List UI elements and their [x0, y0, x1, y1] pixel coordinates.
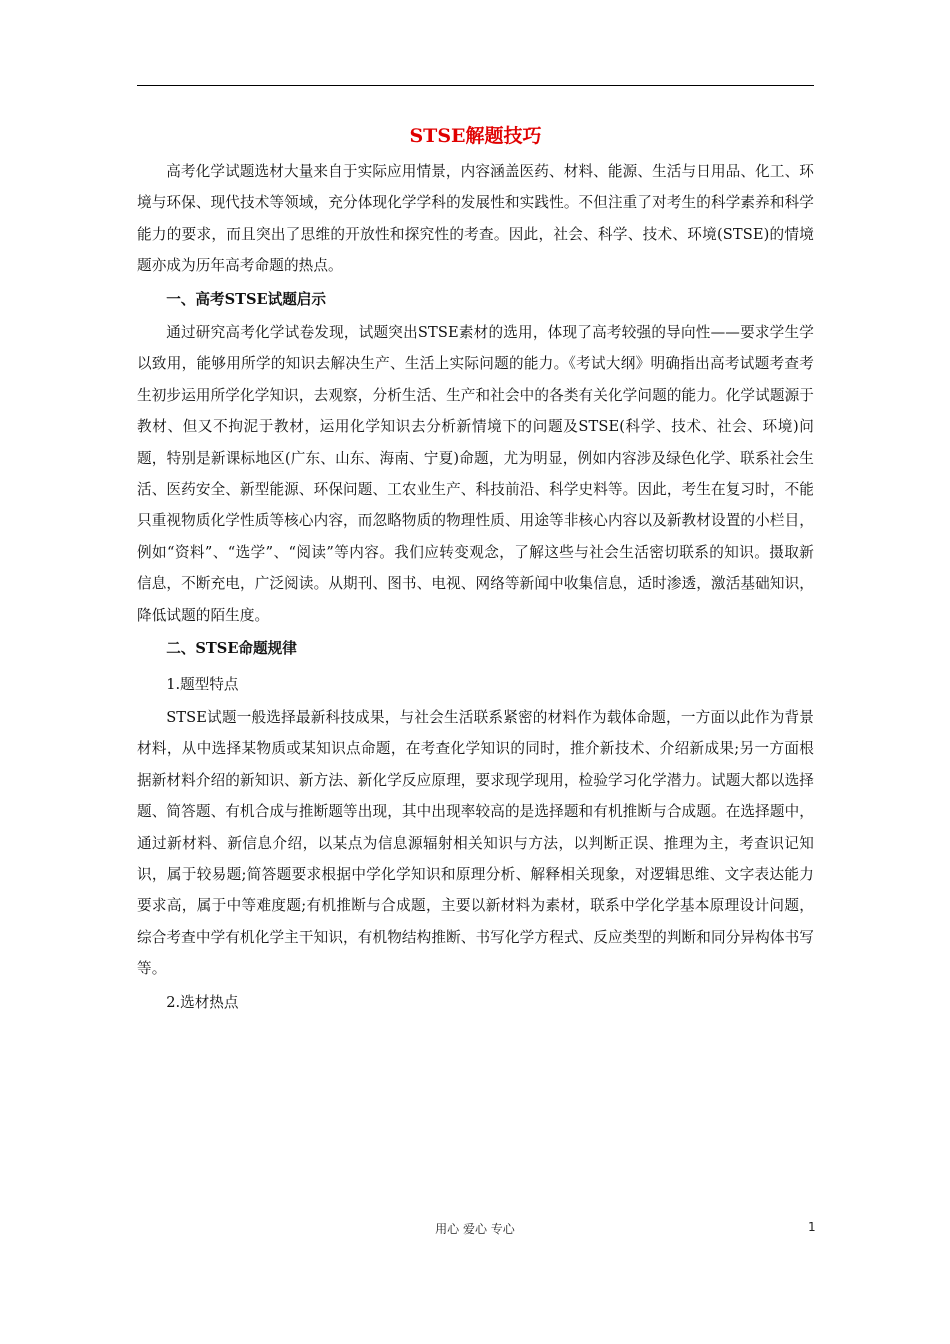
- subheading-question-types: 1.题型特点: [166, 675, 239, 693]
- section1-paragraph: 通过研究高考化学试卷发现，试题突出STSE素材的选用，体现了高考较强的导向性——要求学生学以致用，能够用所学的知识去解决生产、生活上实际问题的能力。《考试大纲》明确指出高考试题考查考生初步运用所学化学知识，去观察，分析生活、生产和社会中的各类有关化学问题的能力。化学试题源于教材、但又不拘泥于教材，运用化学知识去分析新情境下的问题及STSE(科学、技术、社会、环境)问题，特别是新课标地区(广东、山东、海南、宁夏)命题，尤为明显，例如内容涉及绿色化学、联系社会生活、医药安全、新型能源、环保问题、工农业生产、科技前沿、科学史料等。因此，考生在复习时，不能只重视物质化学性质等核心内容，而忽略物质的物理性质、用途等非核心内容以及新教材设置的小栏目，例如“资料”、“选学”、“阅读”等内容。我们应转变观念，了解这些与社会生活密切联系的知识。摄取新信息，不断充电，广泛阅读。从期刊、图书、电视、网络等新闻中收集信息，适时渗透，激活基础知识，降低试题的陌生度。: [137, 324, 814, 624]
- section2-paragraph: STSE试题一般选择最新科技成果，与社会生活联系紧密的材料作为载体命题，一方面以此作为背景材料，从中选择某物质或某知识点命题，在考查化学知识的同时，推介新技术、介绍新成果;另一方面根据新材料介绍的新知识、新方法、新化学反应原理，要求现学现用，检验学习化学潜力。试题大都以选择题、简答题、有机合成与推断题等出现，其中出现率较高的是选择题和有机推断与合成题。在选择题中，通过新材料、新信息介绍，以某点为信息源辐射相关知识与方法，以判断正误、推理为主，考查识记知识，属于较易题;简答题要求根据中学化学知识和原理分析、解释相关现象，对逻辑思维、文字表达能力要求高，属于中等难度题;有机推断与合成题，主要以新材料为素材，联系中学化学基本原理设计问题，综合考查中学有机化学主干知识，有机物结构推断、书写化学方程式、反应类型的判断和同分异构体书写等。: [137, 708, 814, 978]
- header-rule: [137, 85, 814, 86]
- footer-motto: 用心 爱心 专心: [435, 1222, 515, 1236]
- section-heading-2: 二、STSE命题规律: [166, 640, 297, 658]
- document-title: STSE解题技巧: [409, 125, 542, 147]
- document-body: [137, 116, 814, 1020]
- page-number: 1: [808, 1220, 816, 1234]
- section-heading-1: 一、高考STSE试题启示: [166, 290, 326, 308]
- intro-paragraph: 高考化学试题选材大量来自于实际应用情景，内容涵盖医药、材料、能源、生活与日用品、化工、环境与环保、现代技术等领域，充分体现化学学科的发展性和实践性。不但注重了对考生的科学素养和科学能力的要求，而且突出了思维的开放性和探究性的考查。因此，社会、科学、技术、环境(STSE)的情境题亦成为历年高考命题的热点。: [137, 163, 814, 275]
- subheading-material-hotspots: 2.选材热点: [166, 993, 239, 1011]
